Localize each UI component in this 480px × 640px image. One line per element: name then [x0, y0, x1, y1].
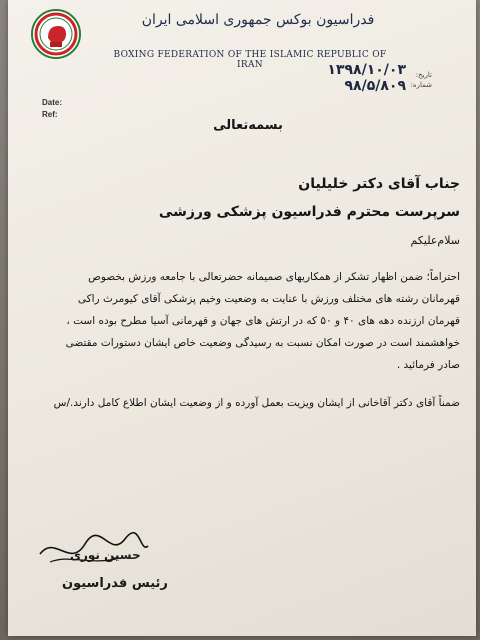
letterhead-persian-title: فدراسیون بوکس جمهوری اسلامی ایران	[141, 12, 375, 28]
persian-meta-labels	[411, 70, 432, 90]
letter-page	[8, 0, 476, 636]
handwritten-reference: ۹۸/۵/۸۰۹	[344, 78, 406, 94]
ref-label: Ref:	[42, 110, 58, 119]
federation-logo	[30, 8, 82, 60]
date-label: Date:	[42, 98, 63, 107]
addressee-name: جناب آقای دکتر خلیلیان	[298, 176, 460, 192]
greeting-line: سلام‌علیکم	[410, 234, 460, 247]
signatory-title: رئیس فدراسیون	[62, 576, 168, 591]
english-meta-labels	[42, 97, 62, 121]
basmala-heading: بسمه‌تعالی	[213, 118, 283, 133]
signatory-name: حسین نوری	[70, 548, 141, 562]
addressee-title: سرپرست محترم فدراسیون پزشکی ورزشی	[158, 204, 460, 220]
body-paragraph-1: احتراماً؛ ضمن اظهار تشکر از همکاریهای صمیمانه حضرتعالی با جامعه ورزش بخصوص قهرمانان رشته های مختلف ورزش با عنایت به وضعیت وخیم پزشکی آقای کیومرث راکی قهرمان ارزنده دهه های ۴۰ و ۵۰ که در ارتش های جهان و قهرمانی آسیا مطرح بوده است ، خواهشمند است در صورت امکان نسبت به رسیدگی وضعیت خاص ایشان دستورات مقتضی صادر فرمائید .	[65, 271, 460, 371]
body-paragraph-2: ضمناً آقای دکتر آقاخانی از ایشان ویزیت بعمل آورده و از وضعیت ایشان اطلاع کامل دارند./س	[53, 397, 460, 409]
number-label-fa: شماره:	[410, 81, 432, 89]
letterhead-english-title: BOXING FEDERATION OF THE ISLAMIC REPUBLIC OF IRAN	[113, 50, 387, 70]
handwritten-date: ۱۳۹۸/۱۰/۰۳	[327, 62, 406, 78]
date-label-fa: تاریخ:	[415, 71, 432, 79]
